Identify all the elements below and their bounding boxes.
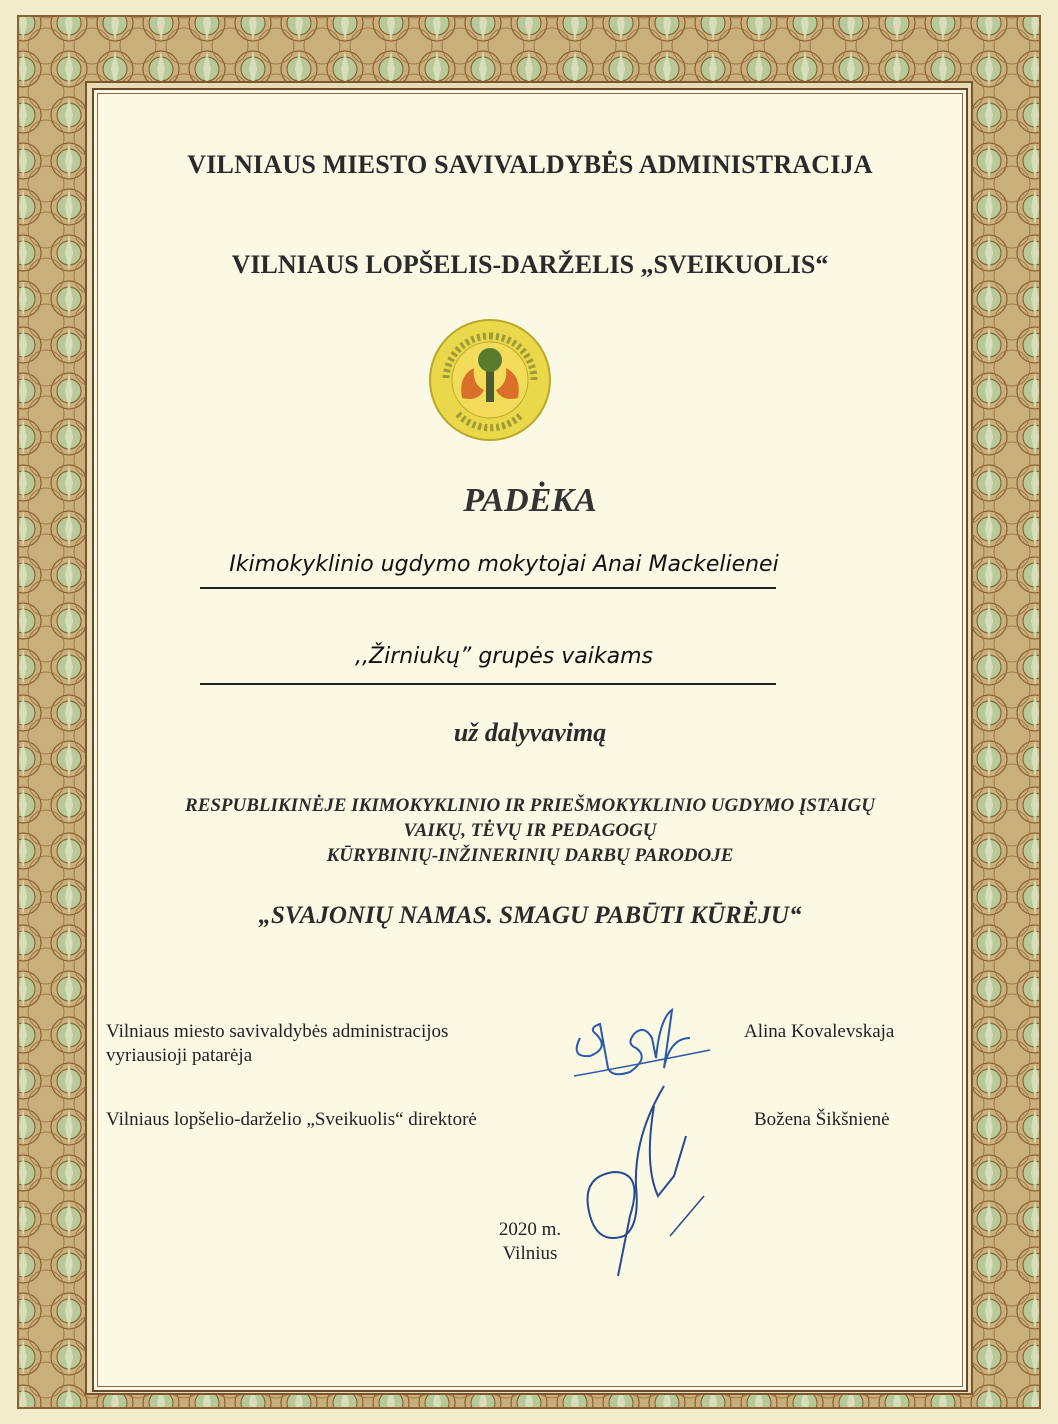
event-name: „SVAJONIŲ NAMAS. SMAGU PABŪTI KŪRĖJU“ [258,902,802,929]
event-line: RESPUBLIKINĖJE IKIMOKYKLINIO IR PRIEŠMOKYKLINIO UGDYMO ĮSTAIGŲ [185,795,875,816]
recipient-underline [200,587,776,589]
for-participation: už dalyvavimą [453,718,607,747]
group-name: ,,Žirniukų” grupės vaikams [355,644,653,669]
group-underline [200,683,776,685]
year: 2020 m. [498,1219,562,1240]
certificate-title: PADĖKA [463,482,597,519]
signatory-2-role: Vilniaus lopšelio-darželio „Sveikuolis“ direktorė [106,1109,477,1130]
event-line: VAIKŲ, TĖVŲ IR PEDAGOGŲ [403,820,657,841]
event-line: KŪRYBINIŲ-INŽINERINIŲ DARBŲ PARODOJE [326,845,734,866]
role-line: vyriausioji patarėja [106,1045,253,1066]
administration-heading: VILNIAUS MIESTO SAVIVALDYBĖS ADMINISTRACIJA [187,150,873,179]
certificate-body [92,88,968,1392]
institution-heading: VILNIAUS LOPŠELIS-DARŽELIS „SVEIKUOLIS“ [231,250,829,279]
signatory-1-role [106,1020,546,1068]
recipient-name: Ikimokyklinio ugdymo mokytojai Anai Mackelienei [229,552,779,577]
signatory-1-name: Alina Kovalevskaja [744,1021,895,1042]
kindergarten-logo-icon [428,318,552,442]
signatory-2-name: Božena Šikšnienė [754,1109,890,1130]
city: Vilnius [502,1243,558,1264]
role-line: Vilniaus miesto savivaldybės administracijos [106,1021,449,1042]
